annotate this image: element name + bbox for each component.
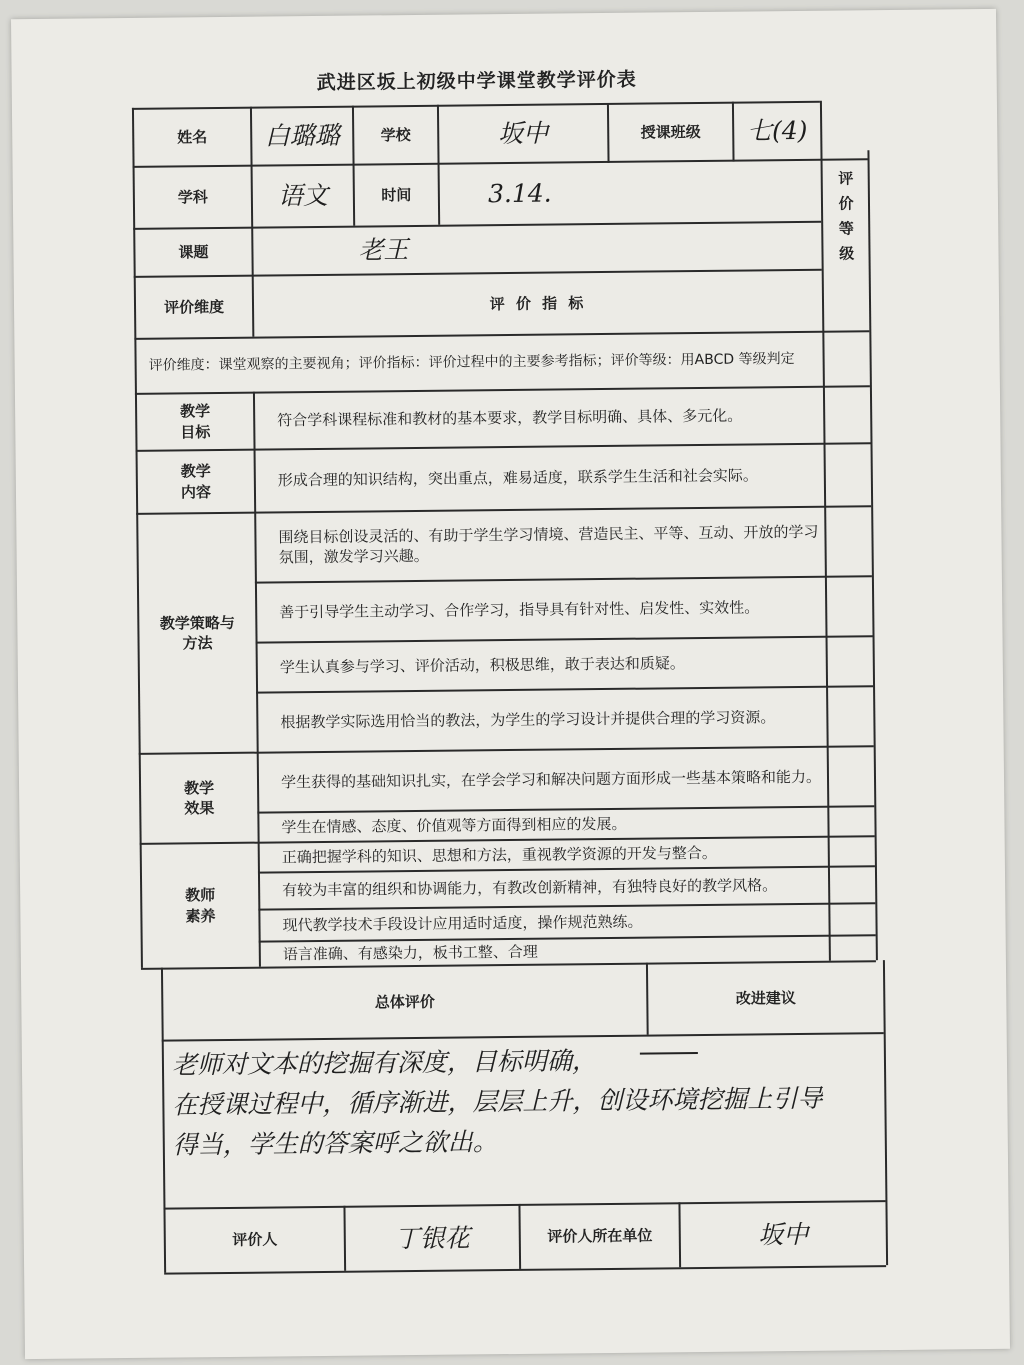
indicator-quality-4: 语言准确、有感染力，板书工整、合理 [282, 942, 538, 964]
col-divider-1b [253, 392, 261, 967]
evaluator-label: 评价人 [232, 1230, 278, 1250]
overall-evaluation-label: 总体评价 [374, 992, 435, 1012]
indicator-content-1: 形成合理的知识结构，突出重点，难易适度，联系学生生活和社会实际。 [277, 466, 758, 490]
improvement-suggestion-label: 改进建议 [735, 988, 796, 1008]
dimension-header-label: 评价维度 [163, 297, 225, 317]
school-label: 学校 [380, 125, 411, 145]
indicator-strategy-3: 学生认真参与学习、评价活动，积极思维，敢于表达和质疑。 [279, 654, 685, 677]
dimension-teaching-effect: 教学效果 [183, 778, 215, 818]
topic-value: 老王 [358, 235, 409, 265]
evaluator-value: 丁银花 [394, 1223, 470, 1253]
dimension-teaching-content: 教学内容 [180, 462, 212, 501]
evaluator-unit-label: 评价人所在单位 [547, 1226, 653, 1247]
topic-label: 课题 [178, 243, 209, 262]
comment-line-3: 得当，学生的答案呼之欲出。 [172, 1127, 498, 1160]
indicator-quality-1: 正确把握学科的知识、思想和方法，重视教学资源的开发与整合。 [281, 843, 717, 867]
subject-label: 学科 [177, 188, 208, 207]
class-label: 授课班级 [640, 122, 701, 142]
indicator-effect-1: 学生获得的基础知识扎实，在学会学习和解决问题方面形成一些基本策略和能力。 [280, 767, 822, 792]
time-value: 3.14. [487, 178, 552, 209]
indicator-header-label: 评 价 指 标 [489, 294, 587, 314]
overall-comment [172, 1038, 873, 1165]
comment-line-1: 老师对文本的挖掘有深度，目标明确， [171, 1046, 598, 1080]
evaluation-form-sheet [11, 9, 1010, 1359]
grade-col-border [867, 150, 877, 960]
indicator-quality-2: 有较为丰富的组织和协调能力，有教改创新精神，有独特良好的教学风格。 [282, 876, 778, 900]
indicator-quality-3: 现代教学技术手段设计应用适时适度，操作规范熟练。 [282, 912, 643, 935]
school-value: 坂中 [498, 118, 549, 149]
indicator-goals-1: 符合学科课程标准和教材的基本要求，教学目标明确、具体、多元化。 [277, 406, 743, 430]
dimension-teaching-goals: 教学目标 [180, 402, 211, 441]
indicator-strategy-2: 善于引导学生主动学习、合作学习，指导具有针对性、启发性、实效性。 [279, 598, 760, 622]
indicator-effect-2: 学生在情感、态度、价值观等方面得到相应的发展。 [281, 814, 627, 837]
evaluator-unit-value: 坂中 [758, 1219, 809, 1250]
subject-value: 语文 [277, 181, 329, 211]
time-label: 时间 [381, 185, 412, 205]
dimension-teacher-quality: 教师素养 [185, 886, 216, 925]
name-label: 姓名 [177, 128, 208, 147]
indicator-strategy-1: 围绕目标创设灵活的、有助于学生学习情境、营造民主、平等、互动、开放的学习氛围，激发学习兴趣。 [278, 522, 819, 567]
indicator-strategy-4: 根据教学实际选用恰当的教法，为学生的学习设计并提供合理的学习资源。 [280, 708, 776, 732]
name-value: 白璐璐 [264, 120, 340, 151]
form-title: 武进区坂上初级中学课堂教学评价表 [316, 68, 637, 94]
class-value: 七(4) [746, 115, 808, 146]
grade-column-label: 评价等级 [836, 170, 856, 271]
comment-line-2: 在授课过程中，循序渐进，层层上升，创设环境挖掘上引导 [172, 1083, 823, 1120]
form-note: 评价维度：课堂观察的主要视角；评价指标：评价过程中的主要参考指标；评价等级：用ABCD 等级判定 [148, 351, 795, 374]
dimension-strategy-method: 教学策略与方法 [159, 613, 235, 653]
